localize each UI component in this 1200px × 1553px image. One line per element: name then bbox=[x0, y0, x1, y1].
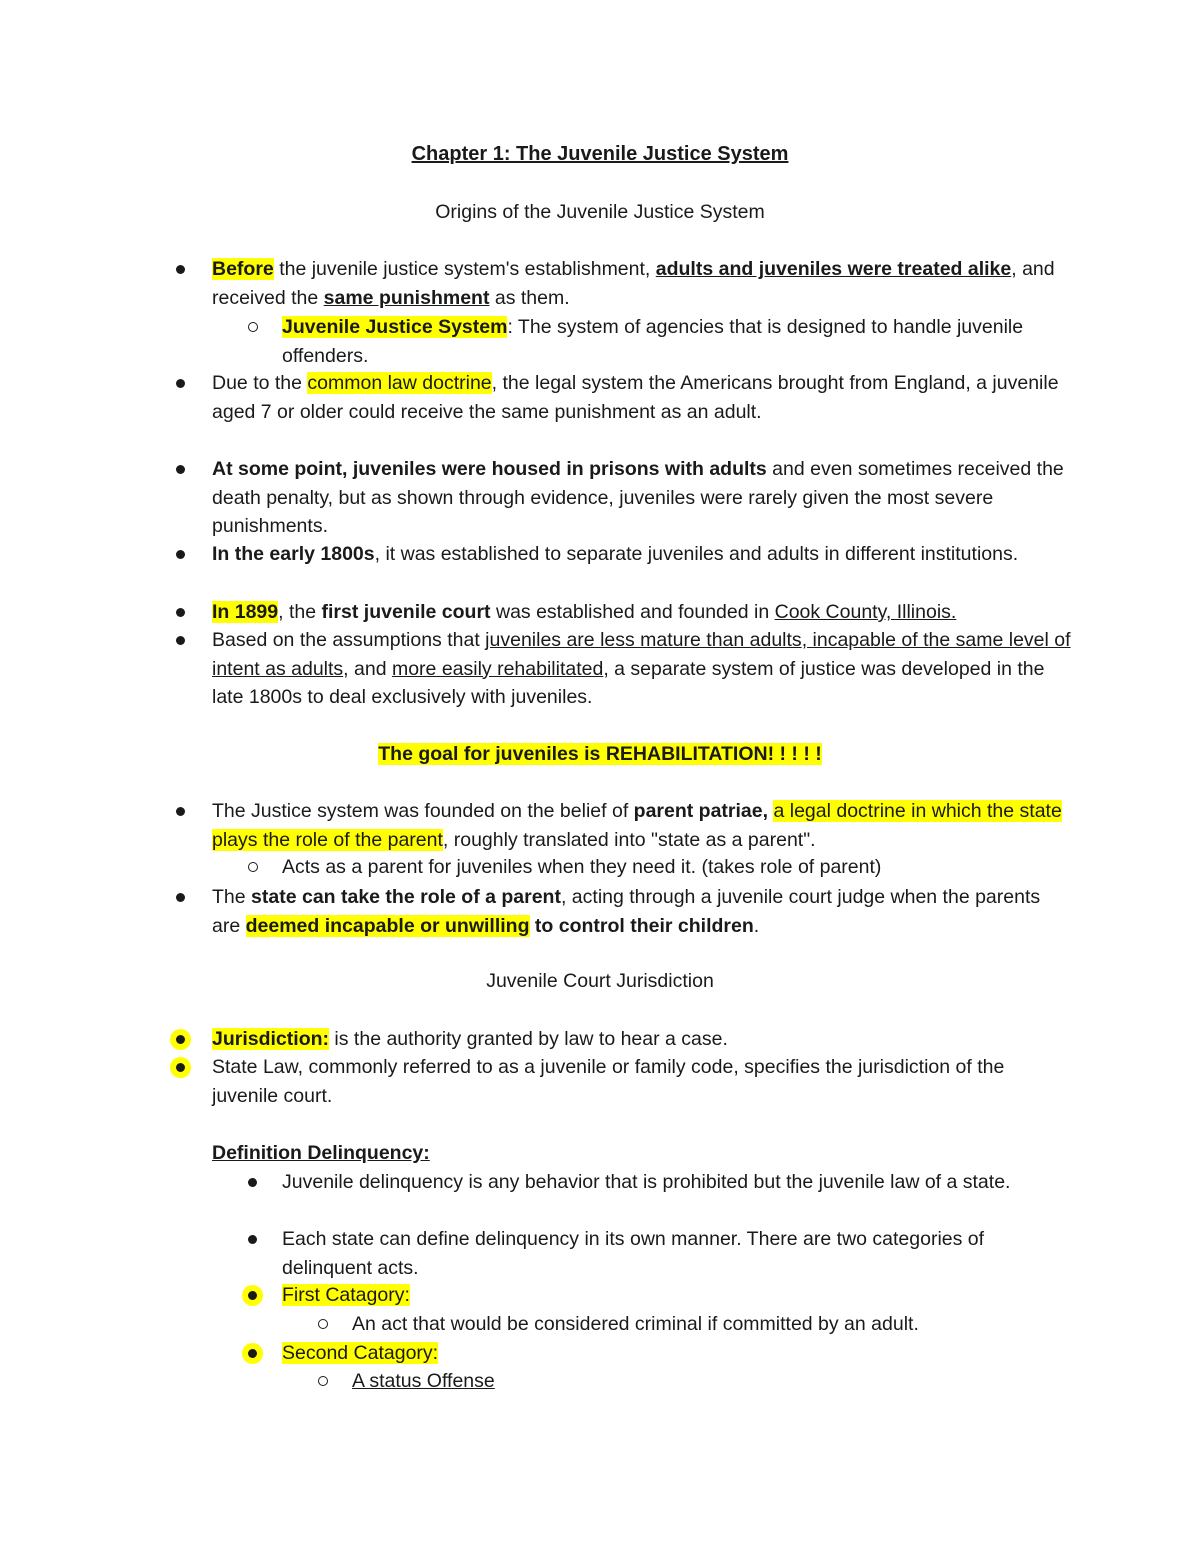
list-item bbox=[212, 797, 1072, 854]
bullet-icon bbox=[248, 1235, 257, 1244]
emphasis-text: to control their children bbox=[529, 914, 754, 937]
list-item bbox=[212, 540, 1072, 569]
hollow-bullet-icon bbox=[318, 1376, 328, 1386]
text: as them. bbox=[489, 286, 570, 309]
highlight-text: a legal doctrine in which the state plays the role of the parent bbox=[212, 800, 1062, 851]
text: Juvenile delinquency is any behavior that is prohibited but the juvenile law of a state. bbox=[282, 1171, 1011, 1193]
sub-list-item bbox=[352, 1310, 1072, 1339]
list-item bbox=[212, 626, 1072, 712]
text: The Justice system was founded on the belief of bbox=[212, 800, 634, 822]
bullet-icon bbox=[176, 636, 185, 645]
text: , the legal system the Americans brought from England, a juvenile aged 7 or older could receive the same punishment as an adult. bbox=[212, 372, 1059, 423]
text: . bbox=[753, 914, 760, 937]
list-item bbox=[212, 1053, 1072, 1110]
list-item bbox=[282, 1281, 1072, 1310]
highlight-text: Jurisdiction: bbox=[212, 1028, 330, 1050]
bullet-icon bbox=[176, 807, 185, 816]
text: : The system of agencies that is designed to handle juvenile offenders. bbox=[282, 316, 1024, 367]
bullet-icon bbox=[176, 1035, 185, 1044]
text: State Law, commonly referred to as a juvenile or family code, specifies the jurisdiction of the juvenile court. bbox=[212, 1056, 1005, 1107]
text: the juvenile justice system's establishment, bbox=[273, 258, 656, 280]
sub-list-item bbox=[282, 853, 1072, 882]
goal-line bbox=[0, 740, 1200, 769]
highlight-text: common law doctrine bbox=[307, 372, 492, 394]
underlined-text: incapable of the same level of intent as adults bbox=[212, 629, 1071, 680]
emphasis-text: parent patriae, bbox=[633, 800, 769, 822]
text: , it was established to separate juveniles and adults in different institutions. bbox=[374, 543, 1019, 565]
goal-text: The goal for juveniles is REHABILITATION! ! ! ! ! bbox=[378, 743, 822, 765]
list-item bbox=[212, 255, 1072, 312]
emphasis-text: state can take the role of a parent bbox=[251, 886, 561, 908]
section-heading-jurisdiction: Juvenile Court Jurisdiction bbox=[486, 970, 714, 992]
list-item bbox=[212, 598, 1072, 627]
list-item bbox=[282, 1168, 1072, 1197]
text: Due to the bbox=[212, 372, 308, 394]
text: is the authority granted by law to hear a case. bbox=[329, 1028, 728, 1050]
page-title: Chapter 1: The Juvenile Justice System bbox=[411, 143, 789, 165]
hollow-bullet-icon bbox=[318, 1319, 328, 1329]
bullet-icon bbox=[176, 608, 185, 617]
bullet-icon bbox=[176, 379, 185, 388]
emphasis-text: adults and juveniles were treated alike bbox=[655, 258, 1012, 280]
highlight-text: deemed incapable or unwilling bbox=[245, 914, 530, 937]
hollow-bullet-icon bbox=[248, 322, 258, 332]
highlight-text: First Catagory: bbox=[282, 1284, 410, 1306]
emphasis-text: same punishment bbox=[323, 286, 490, 309]
bullet-icon bbox=[176, 550, 185, 559]
text: Each state can define delinquency in its own manner. There are two categories of delinquent acts. bbox=[282, 1228, 985, 1279]
text: , roughly translated into "state as a parent". bbox=[442, 828, 816, 851]
text: and even sometimes received the death penalty, but as shown through evidence, juveniles were rarely given the most severe punishments. bbox=[212, 458, 1064, 537]
definition-heading: Definition Delinquency: bbox=[212, 1142, 430, 1164]
bullet-icon bbox=[176, 1063, 185, 1072]
emphasis-text: At some point, juveniles were housed in prisons with adults bbox=[212, 458, 767, 480]
underlined-text: more easily rehabilitated bbox=[391, 657, 604, 680]
bullet-icon bbox=[248, 1291, 257, 1300]
text: Based on the assumptions that bbox=[212, 629, 486, 651]
text: , and received the bbox=[212, 258, 1055, 309]
bullet-icon bbox=[176, 893, 185, 902]
underlined-text: juveniles are less mature than adults bbox=[485, 629, 802, 651]
text: Acts as a parent for juveniles when they need it. (takes role of parent) bbox=[282, 856, 882, 878]
highlight-text: Juvenile Justice System bbox=[282, 316, 508, 338]
underlined-text: , bbox=[801, 629, 813, 651]
highlight-text: Before bbox=[212, 258, 274, 280]
hollow-bullet-icon bbox=[248, 862, 258, 872]
text: The bbox=[212, 886, 252, 908]
list-item bbox=[212, 455, 1072, 541]
text: , and bbox=[343, 657, 392, 680]
sub-list-item bbox=[282, 313, 1072, 370]
highlight-text: In 1899 bbox=[212, 601, 279, 623]
list-item bbox=[282, 1225, 1072, 1282]
text: was established and founded in bbox=[490, 601, 775, 623]
highlight-text: Second Catagory: bbox=[282, 1342, 439, 1364]
underlined-text: A status Offense bbox=[352, 1370, 495, 1392]
list-item bbox=[212, 883, 1072, 940]
emphasis-text: first juvenile court bbox=[321, 601, 491, 623]
text: , the bbox=[278, 601, 322, 623]
bullet-icon bbox=[176, 465, 185, 474]
list-item bbox=[212, 369, 1072, 426]
text: An act that would be considered criminal if committed by an adult. bbox=[352, 1313, 919, 1335]
sub-list-item bbox=[352, 1367, 1072, 1396]
section-heading-origins: Origins of the Juvenile Justice System bbox=[435, 201, 765, 223]
bullet-icon bbox=[248, 1178, 257, 1187]
bullet-icon bbox=[176, 265, 185, 274]
list-item bbox=[282, 1339, 1072, 1368]
text: , acting through a juvenile court judge when the parents are bbox=[212, 886, 1041, 937]
text: , a separate system of justice was developed in the late 1800s to deal exclusively with juveniles. bbox=[212, 657, 1045, 708]
list-item bbox=[212, 1025, 1072, 1054]
underlined-text: Cook County, Illinois. bbox=[774, 601, 957, 623]
emphasis-text: In the early 1800s bbox=[212, 543, 375, 565]
bullet-icon bbox=[248, 1349, 257, 1358]
